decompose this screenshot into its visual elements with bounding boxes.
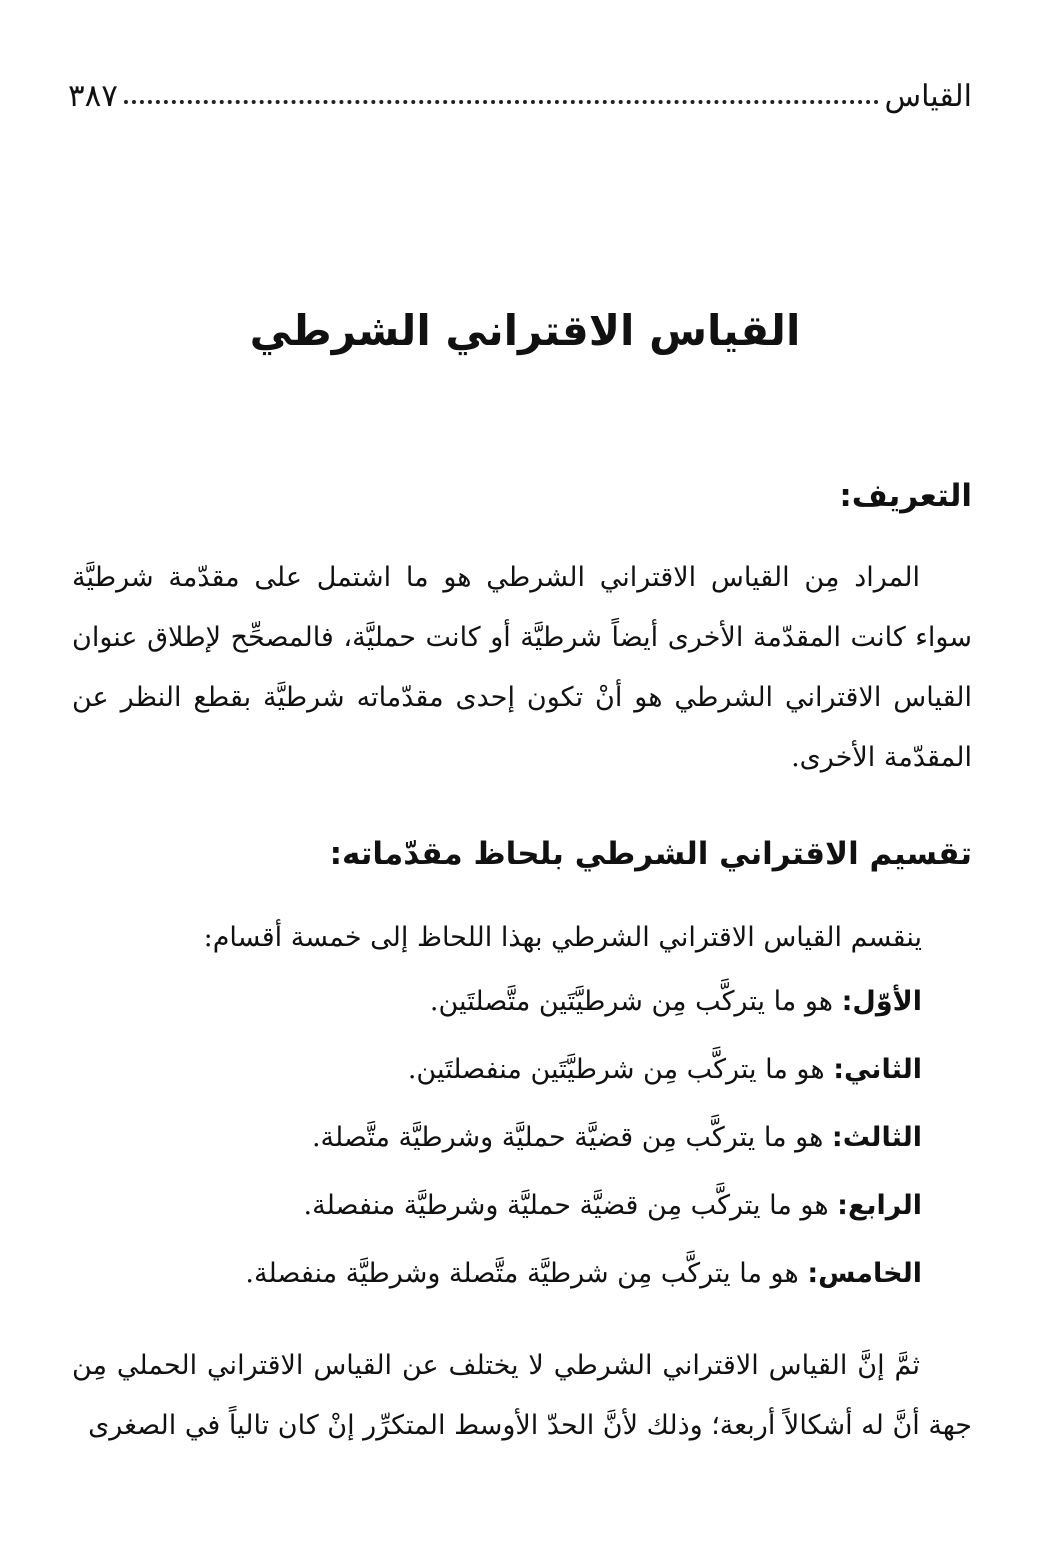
list-item (72, 1036, 922, 1104)
definition-heading: التعريف: (839, 478, 972, 514)
list-item (72, 1104, 922, 1172)
division-list (72, 968, 922, 1308)
running-header (68, 62, 972, 112)
list-item-label: الرابع: (837, 1190, 922, 1221)
dot-leader (124, 100, 879, 104)
list-item (72, 1240, 922, 1308)
list-item-text: هو ما يتركَّب مِن شرطيَّتَين متَّصلتَين. (429, 986, 842, 1017)
chapter-title: القياس الاقتراني الشرطي (249, 306, 801, 355)
conclusion-paragraph: ثمَّ إنَّ القياس الاقتراني الشرطي لا يختلف عن القياس الاقتراني الحملي مِن جهة أنَّ له أشكالاً أربعة؛ وذلك لأنَّ الحدّ الأوسط المتكرِّر إنْ كان تالياً في الصغرى (72, 1350, 972, 1441)
list-item (72, 1172, 922, 1240)
list-item-text: هو ما يتركَّب مِن شرطيَّة متَّصلة وشرطيَّة منفصلة. (245, 1258, 808, 1289)
list-item-label: الثالث: (831, 1122, 922, 1153)
definition-paragraph: المراد مِن القياس الاقتراني الشرطي هو ما اشتمل على مقدّمة شرطيَّة سواء كانت المقدّمة الأخرى أيضاً شرطيَّة أو كانت حمليَّة، فالمصحِّح لإطلاق عنوان القياس الاقتراني الشرطي هو أنْ تكون إحدى مقدّماته شرطيَّة بقطع النظر عن المقدّمة الأخرى. (72, 562, 972, 773)
list-item (72, 968, 922, 1036)
division-intro: ينقسم القياس الاقتراني الشرطي بهذا اللحاظ إلى خمسة أقسام: (203, 922, 922, 953)
division-heading: تقسيم الاقتراني الشرطي بلحاظ مقدّماته: (329, 836, 972, 872)
list-item-text: هو ما يتركَّب مِن شرطيَّتَين منفصلتَين. (407, 1054, 834, 1085)
page-number: ٣٨٧ (68, 78, 118, 114)
running-title: القياس (884, 79, 972, 114)
list-item-label: الأوّل: (841, 986, 922, 1017)
list-item-text: هو ما يتركَّب مِن قضيَّة حمليَّة وشرطيَّة متَّصلة. (311, 1122, 832, 1153)
list-item-label: الخامس: (807, 1258, 922, 1289)
list-item-label: الثاني: (833, 1054, 922, 1085)
list-item-text: هو ما يتركَّب مِن قضيَّة حمليَّة وشرطيَّة منفصلة. (303, 1190, 838, 1221)
